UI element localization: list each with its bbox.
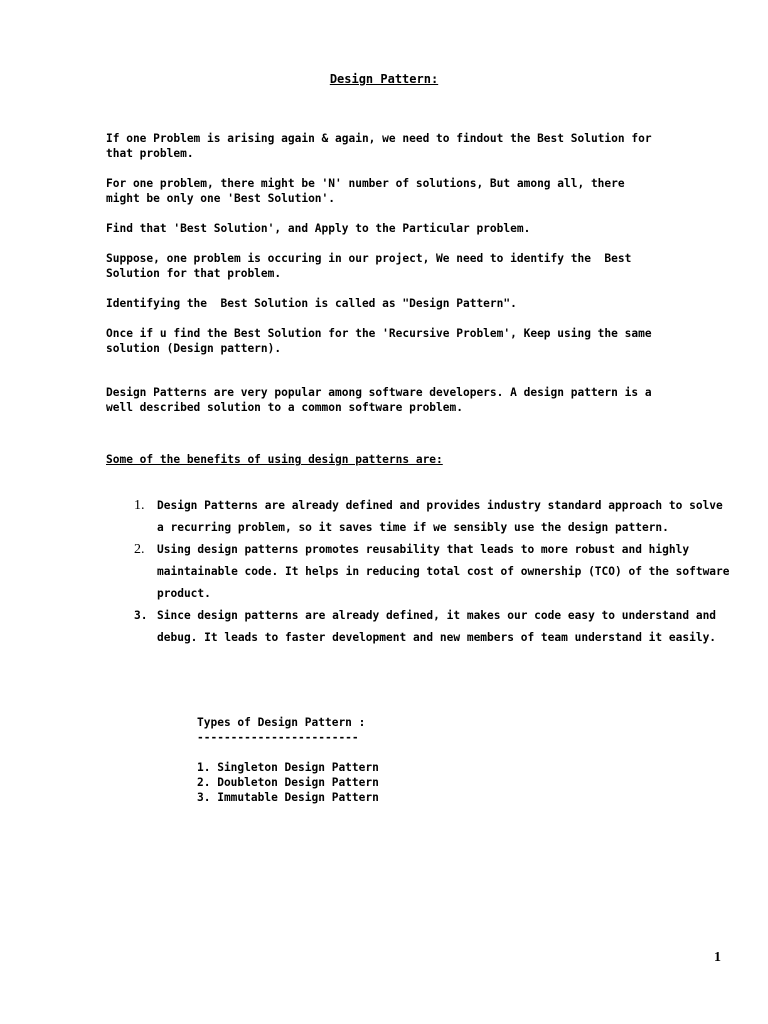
list-item-text: Since design patterns are already defined, it makes our code easy to understand and debug. It leads to faster development and new members of team understand it easily. <box>157 609 717 644</box>
paragraph-7: Design Patterns are very popular among software developers. A design pattern is a well described solution to a common software problem. <box>106 386 652 414</box>
paragraph-5: Identifying the Best Solution is called as "Design Pattern". <box>106 297 517 310</box>
types-item-immutable: 3. Immutable Design Pattern <box>197 791 379 804</box>
benefits-heading: Some of the benefits of using design patterns are: <box>106 453 443 466</box>
paragraph-1: If one Problem is arising again & again, we need to findout the Best Solution for that problem. <box>106 132 652 160</box>
paragraph-3: Find that 'Best Solution', and Apply to the Particular problem. <box>106 222 531 235</box>
list-item-text: Using design patterns promotes reusability that leads to more robust and highly maintainable code. It helps in reducing total cost of ownership (TCO) of the software product. <box>157 543 730 600</box>
types-item-doubleton: 2. Doubleton Design Pattern <box>197 776 379 789</box>
list-item-text: Design Patterns are already defined and provides industry standard approach to solve a recurring problem, so it saves time if we sensibly use the design pattern. <box>157 499 723 534</box>
list-item-number: 1. <box>134 498 145 513</box>
paragraph-6: Once if u find the Best Solution for the 'Recursive Problem', Keep using the same solution (Design pattern). <box>106 327 652 355</box>
spacer <box>197 745 379 760</box>
paragraph-2: For one problem, there might be 'N' number of solutions, But among all, there might be only one 'Best Solution'. <box>106 177 625 205</box>
page-number: 1 <box>714 950 721 965</box>
list-item-number: 3. <box>134 609 148 622</box>
list-item <box>134 539 734 605</box>
types-heading: Types of Design Pattern : <box>197 716 366 729</box>
list-item <box>134 605 734 649</box>
page-title: Design Pattern: <box>329 72 439 86</box>
paragraph-4: Suppose, one problem is occuring in our project, We need to identify the Best Solution for that problem. <box>106 252 632 280</box>
benefits-list <box>134 495 734 649</box>
list-item-number: 2. <box>134 542 145 557</box>
types-item-singleton: 1. Singleton Design Pattern <box>197 761 379 774</box>
types-rule: ------------------------ <box>197 731 359 744</box>
types-section <box>197 715 379 805</box>
list-item <box>134 495 734 539</box>
